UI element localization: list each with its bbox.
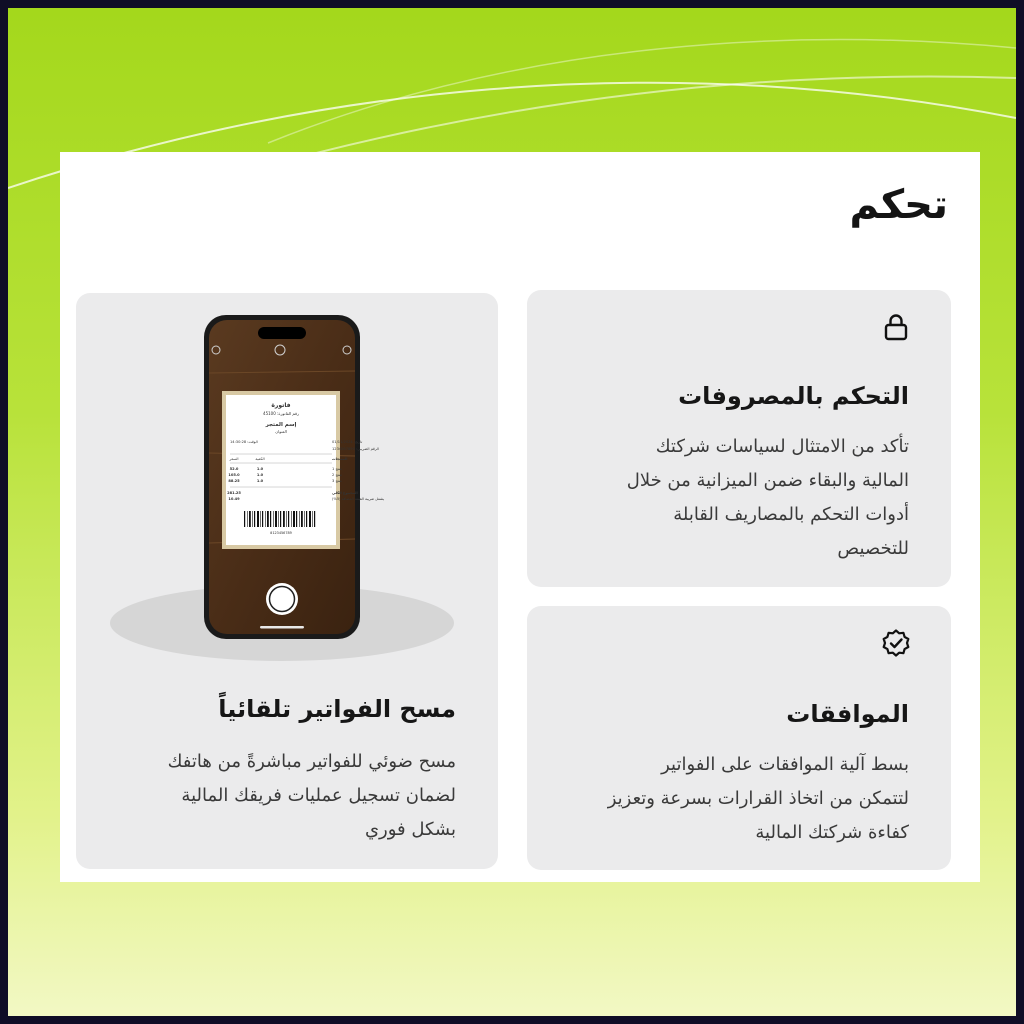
receipt-tax-number: الرقم الضريبي: 1234567890 (332, 447, 379, 451)
receipt-barcode-number: 0123456789 (270, 531, 292, 535)
receipt-item-name: منتج 3 (332, 479, 342, 483)
receipt-item-qty: 1.0 (256, 467, 264, 471)
page-frame (8, 8, 1016, 1016)
feature-card-invoice-scan (76, 293, 498, 869)
receipt-total-label: المجموع الكلي (332, 491, 358, 495)
phone-illustration (110, 313, 460, 663)
feature-card-expense-control (527, 290, 951, 587)
receipt-item-price: 52.0 (229, 467, 239, 471)
receipt-merchant: إسم المتجر (265, 422, 297, 428)
receipt-header-products: المنتجات (332, 457, 348, 461)
dynamic-island (258, 327, 306, 339)
receipt-item-name: منتج 2 (332, 473, 342, 477)
feature-card-approvals (527, 606, 951, 870)
receipt-time: الوقت: 14:30:28 (230, 440, 258, 444)
feature-title: الموافقات (786, 700, 909, 728)
features-panel (60, 152, 980, 882)
receipt-item-price: 105.0 (228, 473, 240, 477)
home-indicator (260, 626, 304, 629)
receipt-date: تاريخ: 01/11/2024 (332, 440, 363, 444)
receipt-total-value: 281.25 (227, 491, 241, 495)
receipt-item-qty: 1.0 (256, 479, 264, 483)
receipt-header-price: السعر (229, 457, 239, 461)
receipt-heading: فاتورة (271, 402, 291, 409)
page-title: تحكم (849, 182, 948, 228)
feature-description: بسط آلية الموافقات على الفواتير لتتمكن من اتخاذ القرارات بسرعة وتعزيز كفاءة شركتك المالية (607, 754, 909, 843)
verified-badge-icon (881, 628, 911, 658)
receipt-vat-label: يشمل ضريبة القيمة المضافة (5%) (332, 497, 385, 501)
lock-icon (881, 312, 911, 342)
receipt-item-price: 88.25 (228, 479, 240, 483)
feature-title: مسح الفواتير تلقائياً (218, 695, 456, 723)
feature-description: مسح ضوئي للفواتير مباشرةً من هاتفك لضمان تسجيل عمليات فريقك المالية بشكل فوري (167, 751, 456, 840)
feature-description: تأكد من الامتثال لسياسات شركتك المالية والبقاء ضمن الميزانية من خلال أدوات التحكم بالمصاريف القابلة للتخصيص (626, 436, 909, 559)
receipt-vat-value: 10.49 (228, 497, 240, 501)
receipt-address: العنوان (275, 429, 287, 434)
feature-title: التحكم بالمصروفات (678, 382, 909, 410)
receipt-item-qty: 1.0 (256, 473, 264, 477)
receipt-item-name: منتج 1 (332, 467, 342, 471)
shutter-button[interactable] (266, 583, 298, 615)
receipt-invoice-number: رقم الفاتورة: 45100 (263, 411, 299, 416)
receipt-header-qty: الكمية (255, 457, 265, 461)
